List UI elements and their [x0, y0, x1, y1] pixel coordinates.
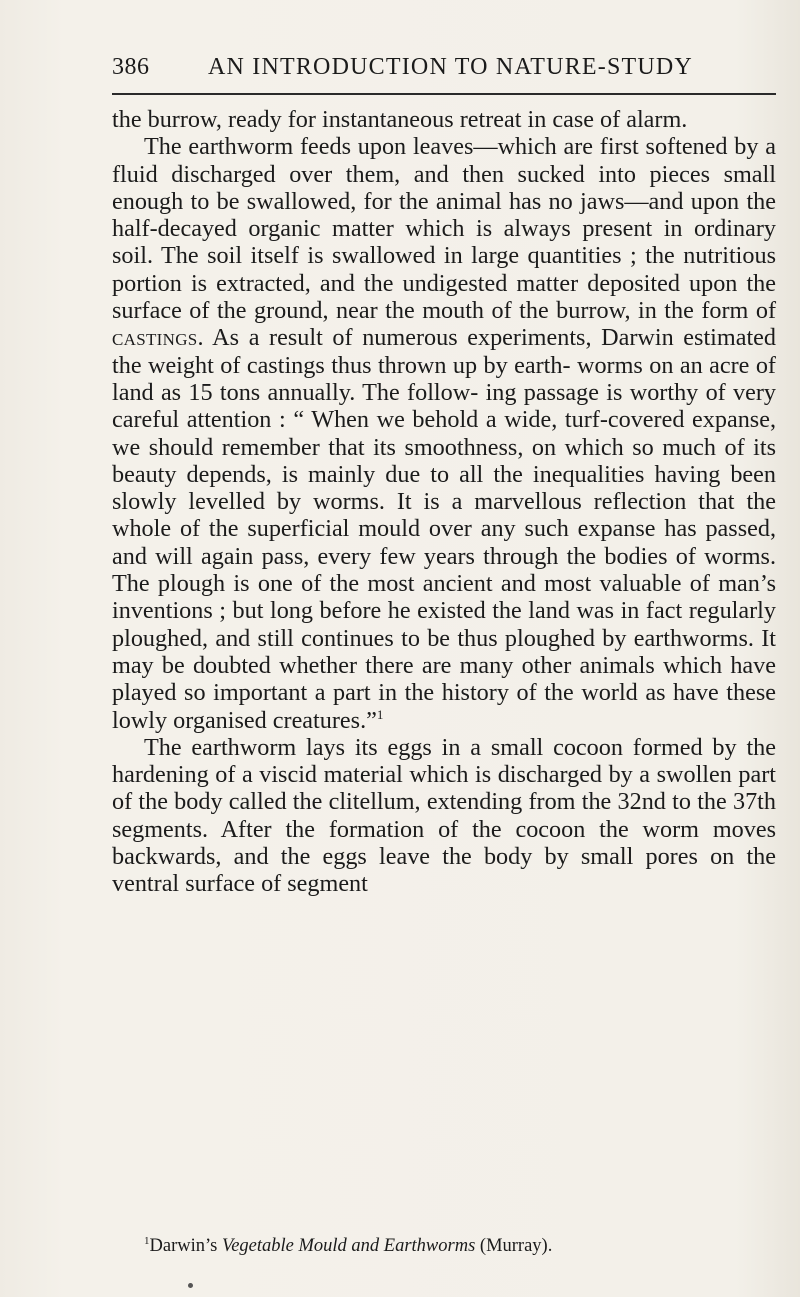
footnote-marker: 1: [144, 1234, 150, 1247]
footnote-reference[interactable]: 1: [376, 706, 384, 722]
paragraph-1: [112, 106, 776, 133]
margin-speck: [188, 1283, 193, 1288]
paragraph-3-text: The earthworm lays its eggs in a small cocoon formed by the hardening of a viscid material which is discharged by a swollen part of the body called the clitellum, extending from the 32nd to the 37th segments. After the formation of the cocoon the worm moves backwards, and the eggs leave the body by small pores on the ventral surface of segment: [112, 733, 776, 898]
running-head: AN INTRODUCTION TO NATURE-STUDY: [208, 54, 693, 80]
header-rule: [112, 93, 776, 95]
body-text: [112, 106, 776, 898]
paragraph-2-text: The earthworm feeds upon leaves—which are first softened by a fluid discharged over them, and then sucked into pieces small enough to be swallowed, for the animal has no jaws—and upon the half-decayed organic matter which is always present in ordinary soil. The soil itself is swallowed in large quantities ; the nutritious portion is extracted, and the undigested matter deposited upon the surface of the ground, near the mouth of the burrow, in the form of: [112, 133, 776, 325]
paragraph-2: [112, 133, 776, 734]
footnote-book-title: Vegetable Mould and Earthworms: [221, 1236, 476, 1256]
paragraph-2-quote: As a result of numerous experiments, Darwin estimated the weight of castings thus thrown up by earth- worms on an acre of land as 15 tons annually. The follow- ing passage is worthy of very careful attention : “ When we behold a wide, turf-covered expanse, we should remember that its smoothness, on which so much of its beauty depends, is mainly due to all the inequalities having been slowly levelled by worms. It is a marvellous reflection that the whole of the superficial mould over any such expanse has passed, and will again pass, every few years through the bodies of worms. The plough is one of the most ancient and most valuable of man’s inventions ; but long before he existed the land was in fact regularly ploughed, and still continues to be thus ploughed by earthworms. It may be doubted whether there are many other animals which have played so important a part in the history of the world as have these lowly organised creatures.”: [112, 324, 776, 734]
footnote-publisher: (Murray).: [475, 1236, 553, 1256]
footnote: [112, 1234, 776, 1258]
footnote-author: Darwin’s: [149, 1236, 222, 1256]
paragraph-3: [112, 734, 776, 898]
page-header: [112, 48, 776, 88]
castings-term: castings.: [112, 324, 204, 352]
page-number: 386: [112, 54, 150, 80]
paragraph-1-text: the burrow, ready for instantaneous retreat in case of alarm.: [112, 106, 688, 133]
